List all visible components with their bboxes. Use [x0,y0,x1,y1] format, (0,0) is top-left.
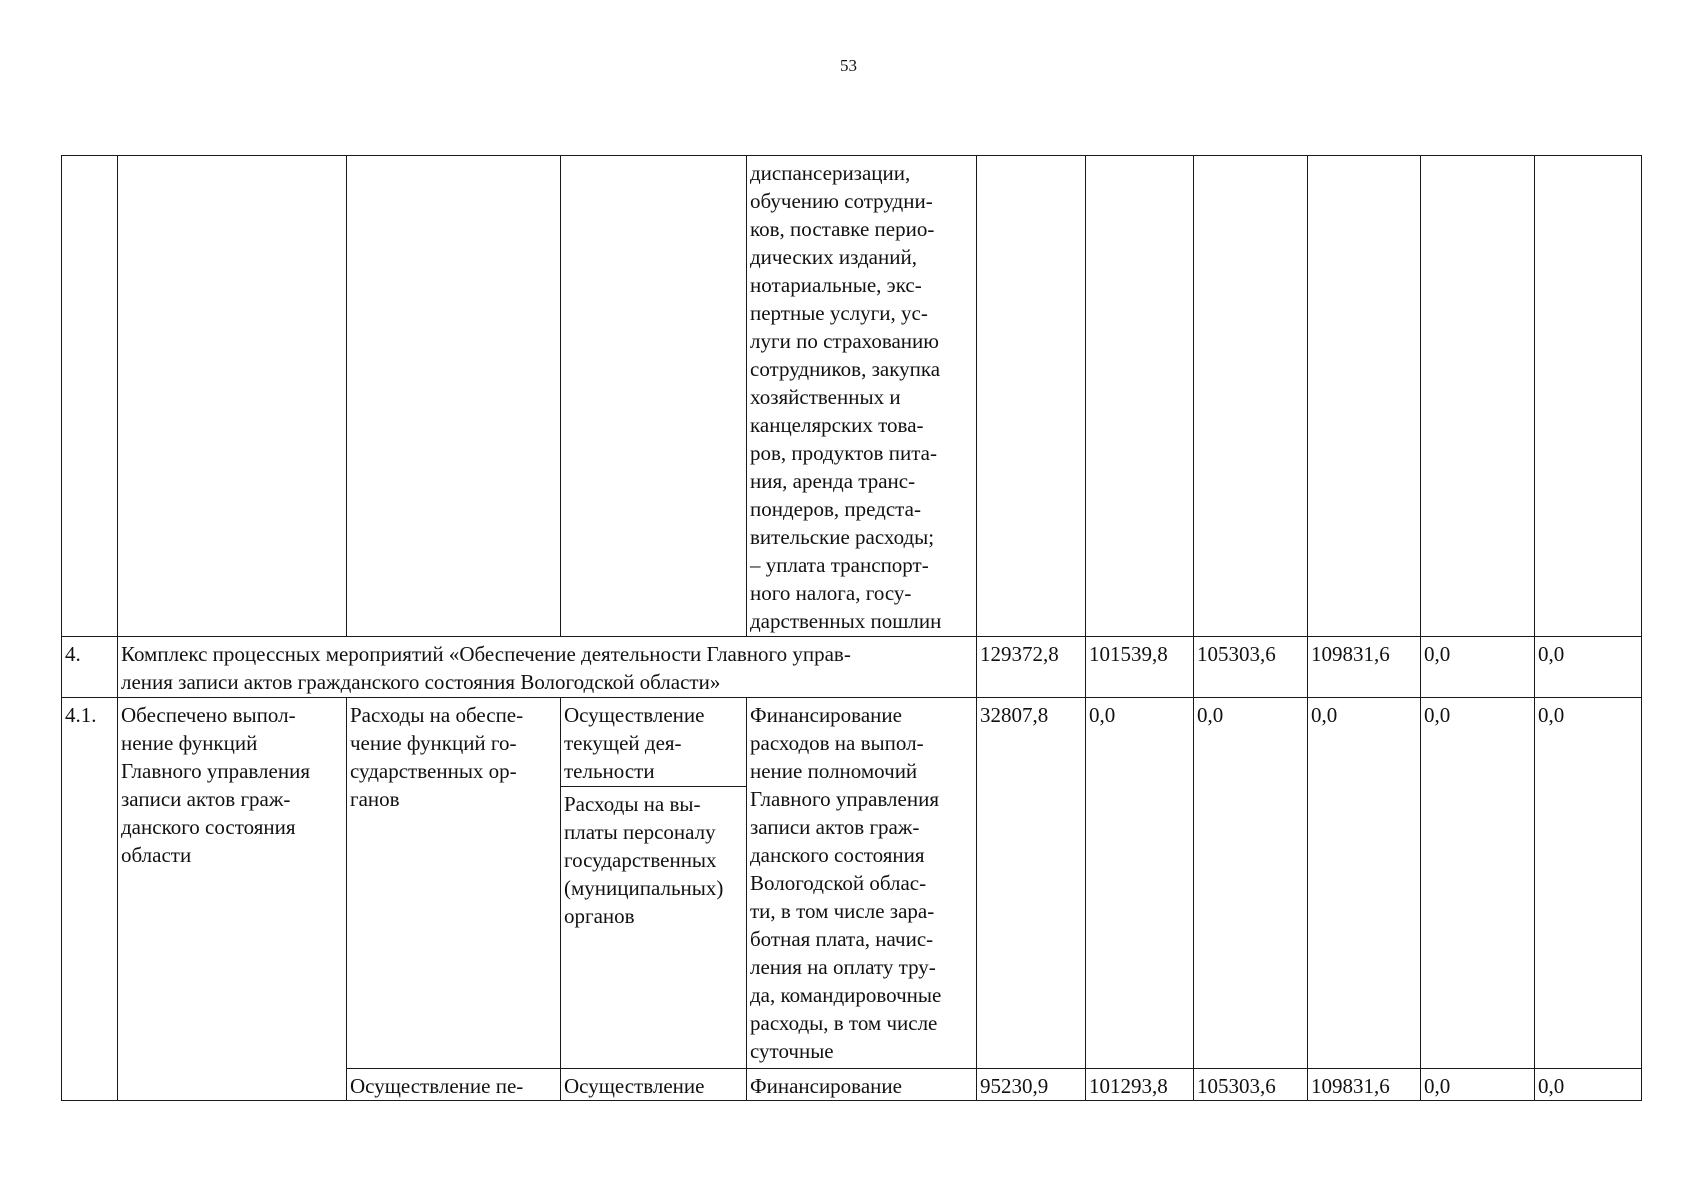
activity-line: Осуществление [564,703,705,727]
value-cell: 0,0 [1308,698,1421,1069]
value-cell: 0,0 [1535,637,1642,698]
row-number: 4.1. [62,698,118,1101]
description-line: данского состояния [750,843,925,867]
result-line: данского состояния [121,815,296,839]
description-line: луги по страхованию [750,329,939,353]
complex-title [118,637,977,698]
activity-line: органов [564,904,635,928]
expense-type-line: чение функций го- [350,731,517,755]
cell-activity [561,156,747,637]
description-line: пондеров, предста- [750,497,921,521]
description-line: хозяйственных и [750,385,901,409]
description-line: нение полномочий [750,759,918,783]
table-row-continuation [62,156,1642,637]
description-line: Финансирование [750,703,902,727]
activity-cell [561,698,747,787]
description-line: дарственных пошлин [750,609,942,633]
cell-value [1194,156,1308,637]
expense-type-line: сударственных ор- [350,759,517,783]
description-line: пертные услуги, ус- [750,301,928,325]
description-line: канцелярских това- [750,413,924,437]
description-line: да, командировочные [750,983,942,1007]
value-cell: 0,0 [1421,698,1535,1069]
expense-type-cell: Осуществление пе- [347,1069,561,1101]
description-line: ров, продуктов пита- [750,441,937,465]
description-line: ного налога, госу- [750,581,912,605]
description-line: записи актов граж- [750,815,920,839]
value-cell: 0,0 [1535,698,1642,1069]
value-cell: 109831,6 [1308,637,1421,698]
description-line: диспансеризации, [750,161,911,185]
activity-line: платы персоналу [564,820,716,844]
description-cell: Финансирование [747,1069,977,1101]
complex-title-line: ления записи актов гражданского состояния Вологодской области» [121,670,721,694]
page-number: 53 [840,56,857,75]
activity-cell [561,787,747,1069]
value-cell: 0,0 [1535,1069,1642,1101]
activity-cell: Осуществление [561,1069,747,1101]
cell-value [1535,156,1642,637]
description-line: ти, в том числе зара- [750,899,935,923]
activity-line: тельности [564,759,655,783]
value-cell: 0,0 [1194,698,1308,1069]
description-line: дических изданий, [750,245,917,269]
activity-line: государственных [564,848,717,872]
description-line: – уплата транспорт- [750,553,929,577]
value-cell: 95230,9 [977,1069,1086,1101]
cell-result [118,156,347,637]
complex-title-line: Комплекс процессных мероприятий «Обеспечение деятельности Главного управ- [121,642,851,666]
description-line: ния, аренда транс- [750,469,916,493]
value-cell: 129372,8 [977,637,1086,698]
cell-description [747,156,977,637]
table-row-4 [62,637,1642,698]
result-line: области [121,843,192,867]
value-cell: 105303,6 [1194,1069,1308,1101]
cell-value [1086,156,1194,637]
cell-value [977,156,1086,637]
budget-table [61,155,1642,1101]
description-line: обучению сотрудни- [750,189,933,213]
description-line: суточные [750,1039,834,1063]
activity-line: текущей дея- [564,731,682,755]
result-line: Главного управления [121,759,310,783]
expense-type-cell [347,698,561,1069]
cell-value [1421,156,1535,637]
expense-type-line: ганов [350,787,400,811]
row-number: 4. [62,637,118,698]
result-line: записи актов граж- [121,787,291,811]
description-line: Вологодской облас- [750,871,927,895]
description-line: ков, поставке перио- [750,217,935,241]
cell-number [62,156,118,637]
description-line: Главного управления [750,787,939,811]
expense-type-line: Расходы на обеспе- [350,703,524,727]
description-line: нотариальные, экс- [750,273,922,297]
description-line: расходов на выпол- [750,731,924,755]
value-cell: 0,0 [1421,637,1535,698]
cell-expense-type [347,156,561,637]
description-line: сотрудников, закупка [750,357,941,381]
value-cell: 105303,6 [1194,637,1308,698]
activity-line: (муниципальных) [564,876,724,900]
value-cell: 101293,8 [1086,1069,1194,1101]
description-line: вительские расходы; [750,525,935,549]
value-cell: 101539,8 [1086,637,1194,698]
activity-line: Расходы на вы- [564,792,701,816]
table-row-4-1 [62,698,1642,787]
result-line: Обеспечено выпол- [121,703,296,727]
cell-value [1308,156,1421,637]
value-cell: 0,0 [1086,698,1194,1069]
result-cell [118,698,347,1101]
description-line: ботная плата, начис- [750,927,934,951]
description-cell [747,698,977,1069]
value-cell: 0,0 [1421,1069,1535,1101]
result-line: нение функций [121,731,258,755]
value-cell: 32807,8 [977,698,1086,1069]
value-cell: 109831,6 [1308,1069,1421,1101]
description-line: ления на оплату тру- [750,955,936,979]
description-line: расходы, в том числе [750,1011,938,1035]
